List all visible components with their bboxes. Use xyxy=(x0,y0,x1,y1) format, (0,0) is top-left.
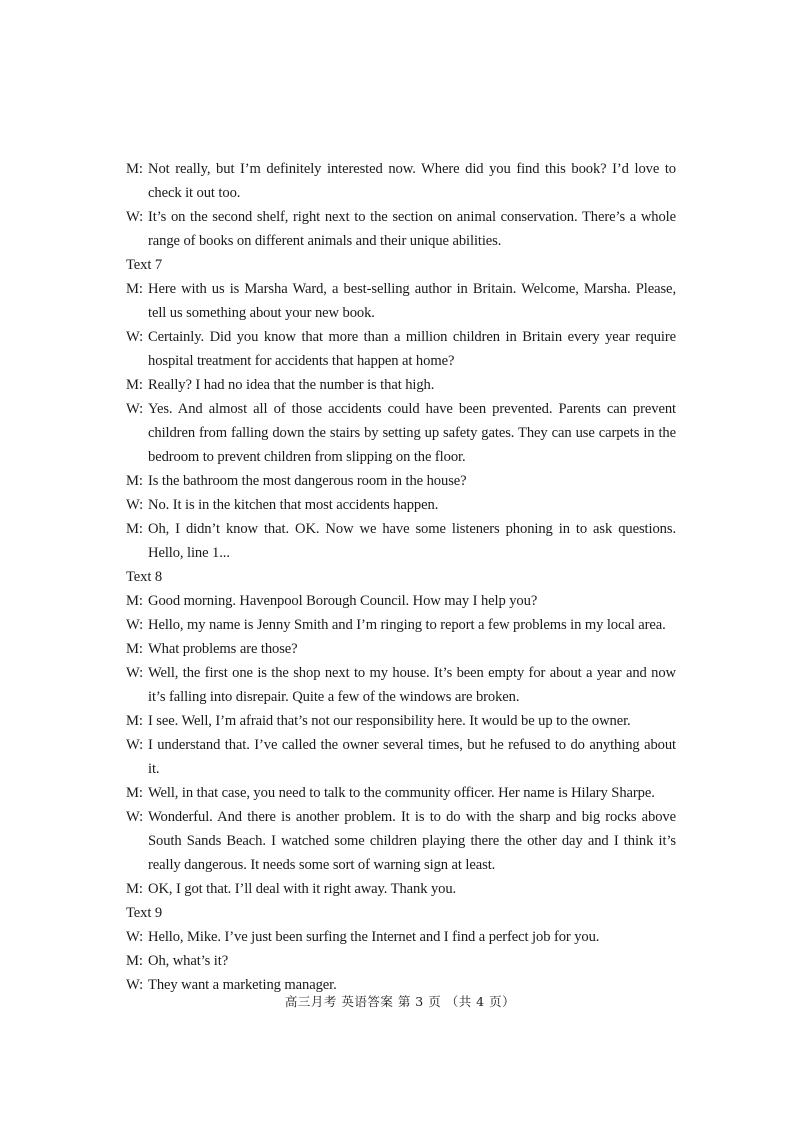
speaker-label: M: xyxy=(126,641,143,657)
dialogue-text: Hello, Mike. I’ve just been surfing the Internet and I find a perfect job for you. xyxy=(148,929,600,945)
speaker-label: M: xyxy=(126,881,143,897)
dialogue-text: No. It is in the kitchen that most accidents happen. xyxy=(148,497,439,513)
speaker-label: M: xyxy=(126,953,143,969)
dialogue-text: Yes. And almost all of those accidents could have been prevented. Parents can prevent children from falling down the stairs by setting up safety gates. They can use carpets in the bedroom to prevent children from slipping on the floor. xyxy=(148,401,676,465)
dialogue-text: They want a marketing manager. xyxy=(148,977,337,993)
dialogue-line xyxy=(126,373,676,397)
speaker-label: M: xyxy=(126,713,143,729)
dialogue-line xyxy=(126,493,676,517)
speaker-label: W: xyxy=(126,977,144,993)
dialogue-line xyxy=(126,949,676,973)
dialogue-text: Wonderful. And there is another problem. It is to do with the sharp and big rocks above South Sands Beach. I watched some children playing there the other day and I think it’s really dangerous. It needs some sort of warning sign at least. xyxy=(148,809,676,873)
dialogue-line xyxy=(126,661,676,709)
speaker-label: W: xyxy=(126,929,144,945)
speaker-label: W: xyxy=(126,809,144,825)
dialogue-text: Not really, but I’m definitely interested now. Where did you find this book? I’d love to check it out too. xyxy=(148,161,676,201)
dialogue-line xyxy=(126,877,676,901)
dialogue-text: Here with us is Marsha Ward, a best-selling author in Britain. Welcome, Marsha. Please, tell us something about your new book. xyxy=(148,281,676,321)
dialogue-text: Well, in that case, you need to talk to the community officer. Her name is Hilary Sharpe. xyxy=(148,785,655,801)
speaker-label: W: xyxy=(126,617,144,633)
dialogue-text: OK, I got that. I’ll deal with it right away. Thank you. xyxy=(148,881,457,897)
dialogue-line xyxy=(126,277,676,325)
document-body xyxy=(126,157,676,997)
dialogue-text: Certainly. Did you know that more than a million children in Britain every year require hospital treatment for accidents that happen at home? xyxy=(148,329,676,369)
speaker-label: M: xyxy=(126,473,143,489)
dialogue-line xyxy=(126,517,676,565)
dialogue-text: What problems are those? xyxy=(148,641,298,657)
dialogue-line xyxy=(126,469,676,493)
dialogue-line xyxy=(126,781,676,805)
dialogue-line xyxy=(126,325,676,373)
dialogue-line xyxy=(126,805,676,877)
speaker-label: W: xyxy=(126,209,144,225)
section-heading-text-8: Text 8 xyxy=(126,569,163,585)
section-heading-text-7: Text 7 xyxy=(126,257,163,273)
dialogue-line xyxy=(126,709,676,733)
dialogue-line xyxy=(126,205,676,253)
dialogue-text: Oh, I didn’t know that. OK. Now we have some listeners phoning in to ask questions. Hello, line 1... xyxy=(148,521,676,561)
speaker-label: M: xyxy=(126,593,143,609)
dialogue-text: Oh, what’s it? xyxy=(148,953,229,969)
dialogue-line xyxy=(126,637,676,661)
dialogue-line xyxy=(126,589,676,613)
dialogue-line xyxy=(126,397,676,469)
speaker-label: W: xyxy=(126,497,144,513)
page-footer: 高三月考 英语答案 第 3 页 （共 4 页） xyxy=(284,994,516,1009)
speaker-label: M: xyxy=(126,161,143,177)
dialogue-text: It’s on the second shelf, right next to the section on animal conservation. There’s a whole range of books on different animals and their unique abilities. xyxy=(148,209,676,249)
speaker-label: W: xyxy=(126,329,144,345)
dialogue-text: I understand that. I’ve called the owner several times, but he refused to do anything about it. xyxy=(148,737,676,777)
speaker-label: M: xyxy=(126,521,143,537)
dialogue-text: Really? I had no idea that the number is that high. xyxy=(148,377,435,393)
dialogue-line xyxy=(126,925,676,949)
section-heading-text-9: Text 9 xyxy=(126,905,163,921)
dialogue-text: Good morning. Havenpool Borough Council. How may I help you? xyxy=(148,593,538,609)
dialogue-text: I see. Well, I’m afraid that’s not our responsibility here. It would be up to the owner. xyxy=(148,713,631,729)
dialogue-line xyxy=(126,157,676,205)
speaker-label: W: xyxy=(126,401,144,417)
speaker-label: W: xyxy=(126,737,144,753)
dialogue-line xyxy=(126,613,676,637)
speaker-label: M: xyxy=(126,281,143,297)
speaker-label: M: xyxy=(126,785,143,801)
dialogue-text: Hello, my name is Jenny Smith and I’m ringing to report a few problems in my local area. xyxy=(148,617,666,633)
speaker-label: M: xyxy=(126,377,143,393)
speaker-label: W: xyxy=(126,665,144,681)
dialogue-line xyxy=(126,733,676,781)
dialogue-text: Is the bathroom the most dangerous room in the house? xyxy=(148,473,467,489)
dialogue-text: Well, the first one is the shop next to my house. It’s been empty for about a year and now it’s falling into disrepair. Quite a few of the windows are broken. xyxy=(148,665,676,705)
